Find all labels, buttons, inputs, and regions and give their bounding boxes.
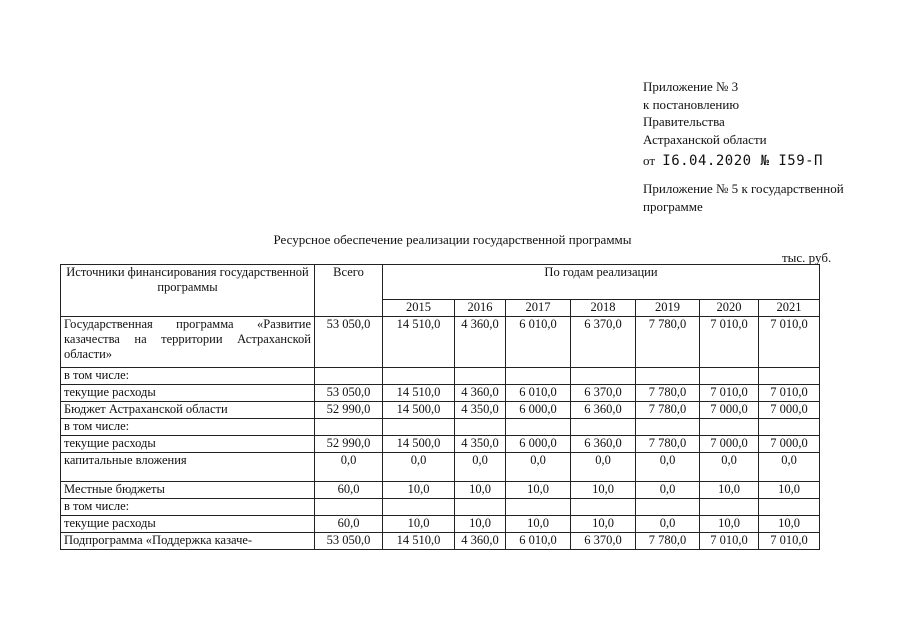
row-total: 53 050,0 <box>315 317 383 368</box>
row-value-2018: 0,0 <box>571 453 636 482</box>
table-row <box>61 436 820 453</box>
row-value-2020: 7 010,0 <box>700 385 759 402</box>
table-row <box>61 533 820 550</box>
row-value-2019: 7 780,0 <box>636 385 700 402</box>
header-years-group: По годам реализации <box>383 265 820 300</box>
row-value-2020: 7 010,0 <box>700 317 759 368</box>
row-value-2015: 0,0 <box>383 453 455 482</box>
row-value-2015 <box>383 419 455 436</box>
table-row <box>61 482 820 499</box>
row-value-2015: 10,0 <box>383 482 455 499</box>
row-total: 53 050,0 <box>315 385 383 402</box>
row-total: 60,0 <box>315 482 383 499</box>
row-value-2020: 10,0 <box>700 516 759 533</box>
appendix-header <box>643 78 823 171</box>
row-total <box>315 419 383 436</box>
row-value-2020: 7 000,0 <box>700 402 759 419</box>
table-body <box>61 317 820 550</box>
row-value-2020 <box>700 499 759 516</box>
row-value-2021: 7 010,0 <box>759 317 820 368</box>
row-source: Бюджет Астраханской области <box>61 402 315 419</box>
row-value-2015: 14 500,0 <box>383 436 455 453</box>
row-source: в том числе: <box>61 368 315 385</box>
row-source: Государственная программа «Развитие казачества на территории Астраханской области» <box>61 317 315 368</box>
row-value-2020: 7 010,0 <box>700 533 759 550</box>
row-value-2016: 10,0 <box>455 516 506 533</box>
row-value-2017: 6 000,0 <box>506 402 571 419</box>
region-line: Астраханской области <box>643 131 767 147</box>
row-value-2016: 4 360,0 <box>455 317 506 368</box>
header-year-2017: 2017 <box>506 300 571 317</box>
row-total <box>315 368 383 385</box>
row-value-2017 <box>506 419 571 436</box>
row-value-2017: 10,0 <box>506 482 571 499</box>
row-value-2021 <box>759 419 820 436</box>
to-resolution-line: к постановлению <box>643 96 740 112</box>
row-value-2019: 0,0 <box>636 516 700 533</box>
table-row <box>61 499 820 516</box>
row-value-2017 <box>506 499 571 516</box>
to-state-program-line: к государственной программе <box>643 181 844 214</box>
row-value-2019 <box>636 368 700 385</box>
row-total: 52 990,0 <box>315 436 383 453</box>
table-row <box>61 516 820 533</box>
row-value-2021: 10,0 <box>759 516 820 533</box>
row-value-2019: 0,0 <box>636 453 700 482</box>
row-total: 0,0 <box>315 453 383 482</box>
row-value-2016: 4 350,0 <box>455 402 506 419</box>
row-value-2021: 7 000,0 <box>759 436 820 453</box>
row-value-2015: 10,0 <box>383 516 455 533</box>
header-year-2016: 2016 <box>455 300 506 317</box>
row-source: текущие расходы <box>61 516 315 533</box>
row-source: в том числе: <box>61 419 315 436</box>
table-row <box>61 402 820 419</box>
row-value-2016: 4 360,0 <box>455 385 506 402</box>
row-value-2021: 7 000,0 <box>759 402 820 419</box>
row-value-2015: 14 510,0 <box>383 533 455 550</box>
row-source: капитальные вложения <box>61 453 315 482</box>
row-value-2017: 6 010,0 <box>506 317 571 368</box>
row-value-2018: 6 360,0 <box>571 402 636 419</box>
row-source: в том числе: <box>61 499 315 516</box>
row-value-2016: 10,0 <box>455 482 506 499</box>
header-year-2019: 2019 <box>636 300 700 317</box>
order-prefix: от <box>643 153 656 168</box>
appendix-number-line: Приложение № 3 <box>643 79 739 94</box>
appendix-header-2 <box>643 180 905 215</box>
row-value-2016 <box>455 499 506 516</box>
row-value-2015 <box>383 368 455 385</box>
row-source: Подпрограмма «Поддержка казаче- <box>61 533 315 550</box>
row-value-2018 <box>571 368 636 385</box>
row-value-2020: 7 000,0 <box>700 436 759 453</box>
row-value-2021: 7 010,0 <box>759 533 820 550</box>
row-value-2015: 14 500,0 <box>383 402 455 419</box>
row-total: 60,0 <box>315 516 383 533</box>
table-row <box>61 453 820 482</box>
row-value-2019: 7 780,0 <box>636 436 700 453</box>
row-value-2020 <box>700 368 759 385</box>
table-row <box>61 317 820 368</box>
row-value-2020: 10,0 <box>700 482 759 499</box>
row-value-2018: 6 360,0 <box>571 436 636 453</box>
row-value-2017: 6 010,0 <box>506 533 571 550</box>
row-value-2021: 10,0 <box>759 482 820 499</box>
row-value-2017: 6 010,0 <box>506 385 571 402</box>
row-total: 52 990,0 <box>315 402 383 419</box>
row-value-2017: 10,0 <box>506 516 571 533</box>
header-year-2020: 2020 <box>700 300 759 317</box>
appendix-5-line: Приложение № 5 <box>643 181 739 196</box>
row-source: текущие расходы <box>61 436 315 453</box>
row-value-2021 <box>759 368 820 385</box>
row-total <box>315 499 383 516</box>
row-value-2015: 14 510,0 <box>383 385 455 402</box>
row-value-2019: 7 780,0 <box>636 402 700 419</box>
header-source: Источники финансирования государственной программы <box>61 265 315 317</box>
row-value-2015 <box>383 499 455 516</box>
row-value-2016: 4 350,0 <box>455 436 506 453</box>
table-row <box>61 385 820 402</box>
header-year-2021: 2021 <box>759 300 820 317</box>
row-value-2015: 14 510,0 <box>383 317 455 368</box>
order-date-line <box>643 152 823 171</box>
row-total: 53 050,0 <box>315 533 383 550</box>
row-value-2019 <box>636 419 700 436</box>
row-source: текущие расходы <box>61 385 315 402</box>
table-row <box>61 419 820 436</box>
units-label: тыс. руб. <box>782 250 832 265</box>
row-source: Местные бюджеты <box>61 482 315 499</box>
row-value-2018 <box>571 499 636 516</box>
row-value-2018 <box>571 419 636 436</box>
row-value-2018: 6 370,0 <box>571 385 636 402</box>
row-value-2019: 7 780,0 <box>636 533 700 550</box>
government-line: Правительства <box>643 114 725 129</box>
table-row <box>61 368 820 385</box>
document-title: Ресурсное обеспечение реализации государственной программы <box>273 232 632 247</box>
row-value-2019 <box>636 499 700 516</box>
row-value-2019: 7 780,0 <box>636 317 700 368</box>
row-value-2021 <box>759 499 820 516</box>
row-value-2018: 10,0 <box>571 482 636 499</box>
row-value-2021: 7 010,0 <box>759 385 820 402</box>
row-value-2018: 10,0 <box>571 516 636 533</box>
row-value-2021: 0,0 <box>759 453 820 482</box>
row-value-2019: 0,0 <box>636 482 700 499</box>
row-value-2018: 6 370,0 <box>571 533 636 550</box>
row-value-2016 <box>455 419 506 436</box>
header-year-2015: 2015 <box>383 300 455 317</box>
row-value-2016 <box>455 368 506 385</box>
order-date-number: I6.04.2020 № I59-П <box>662 153 823 169</box>
row-value-2017: 6 000,0 <box>506 436 571 453</box>
row-value-2020: 0,0 <box>700 453 759 482</box>
row-value-2016: 4 360,0 <box>455 533 506 550</box>
header-total: Всего <box>315 265 383 317</box>
row-value-2020 <box>700 419 759 436</box>
row-value-2017: 0,0 <box>506 453 571 482</box>
row-value-2017 <box>506 368 571 385</box>
row-value-2018: 6 370,0 <box>571 317 636 368</box>
header-year-2018: 2018 <box>571 300 636 317</box>
funding-table <box>60 264 820 550</box>
row-value-2016: 0,0 <box>455 453 506 482</box>
